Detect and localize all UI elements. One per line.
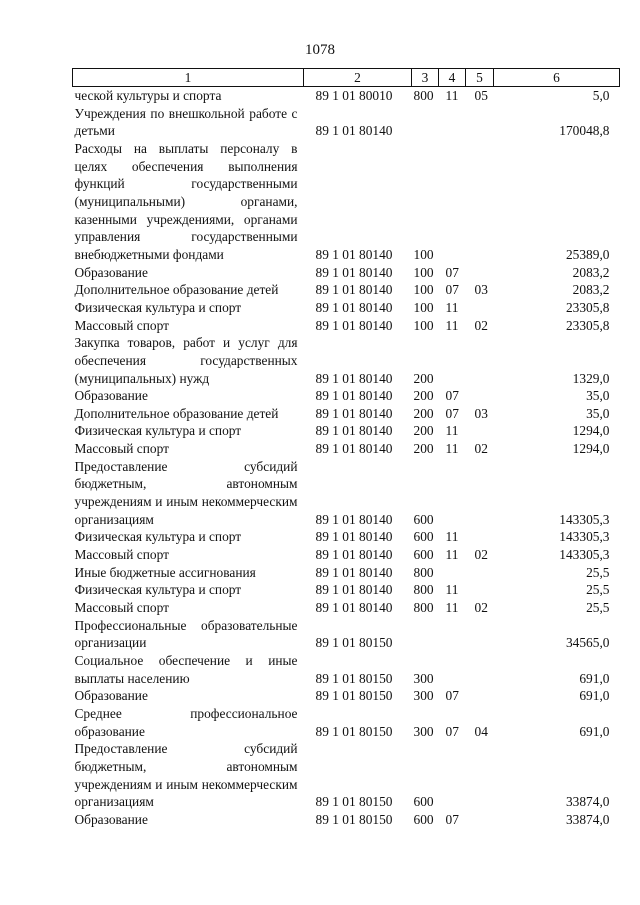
row-amount: 1294,0 (572, 441, 610, 457)
row-expense-type: 100 (413, 264, 434, 280)
row-name: Среднее профессиональное образование (74, 705, 298, 739)
row-amount: 143305,3 (559, 547, 610, 563)
row-code: 89 1 01 80140 (315, 282, 393, 298)
row-amount: 35,0 (586, 405, 610, 421)
table-row (73, 281, 620, 299)
row-name: Образование (74, 811, 148, 827)
row-code: 89 1 01 80140 (315, 264, 393, 280)
table-row (73, 405, 620, 423)
row-amount: 143305,3 (559, 529, 610, 545)
row-code: 89 1 01 80140 (315, 423, 393, 439)
row-expense-type: 200 (413, 423, 434, 439)
row-code: 89 1 01 80150 (315, 794, 393, 810)
row-name: Образование (74, 388, 148, 404)
row-subsection: 05 (474, 88, 488, 103)
row-code: 89 1 01 80140 (315, 582, 393, 598)
row-amount: 691,0 (579, 723, 610, 739)
row-subsection: 02 (474, 600, 488, 616)
row-subsection (466, 422, 494, 440)
row-section: 07 (445, 264, 459, 280)
row-subsection: 02 (474, 441, 488, 457)
row-section: 07 (445, 688, 459, 704)
row-name: Образование (74, 264, 148, 280)
row-subsection (466, 581, 494, 599)
table-body (73, 87, 620, 829)
row-expense-type: 100 (413, 317, 434, 333)
row-code: 89 1 01 80150 (315, 811, 393, 827)
row-code: 89 1 01 80140 (315, 370, 393, 386)
row-amount: 1329,0 (572, 370, 610, 386)
row-section (439, 652, 466, 687)
row-section: 11 (445, 547, 459, 563)
row-name: Физическая культура и спорт (74, 582, 242, 598)
row-subsection (466, 140, 494, 264)
row-amount: 2083,2 (572, 282, 610, 298)
table-row (73, 652, 620, 687)
row-section (439, 334, 466, 387)
row-section: 11 (445, 441, 459, 457)
header-col-4: 4 (439, 69, 466, 87)
row-section: 07 (445, 405, 459, 421)
row-name: Массовый спорт (74, 441, 169, 457)
row-expense-type: 800 (413, 600, 434, 616)
row-name: Массовый спорт (74, 600, 169, 616)
table-row (73, 264, 620, 282)
row-name: Учреждения по внешкольной работе с детьми (74, 105, 298, 139)
table-row (73, 140, 620, 264)
page-number: 1078 (305, 42, 335, 58)
row-name: ческой культуры и спорта (74, 88, 222, 103)
row-expense-type: 300 (413, 723, 434, 739)
row-amount: 34565,0 (565, 635, 610, 651)
row-section: 07 (445, 723, 459, 739)
row-code: 89 1 01 80140 (315, 405, 393, 421)
row-amount: 23305,8 (565, 299, 610, 315)
row-subsection: 02 (474, 547, 488, 563)
row-section: 07 (445, 388, 459, 404)
header-col-6: 6 (494, 69, 620, 87)
row-name: Дополнительное образование детей (74, 405, 279, 421)
row-name: Дополнительное образование детей (74, 282, 279, 298)
row-code: 89 1 01 80140 (315, 123, 393, 139)
table-row (73, 299, 620, 317)
row-subsection: 03 (474, 405, 488, 421)
row-expense-type: 800 (413, 88, 434, 103)
row-section: 11 (445, 317, 459, 333)
row-code: 89 1 01 80140 (315, 547, 393, 563)
row-code: 89 1 01 80150 (315, 635, 393, 651)
row-section: 11 (445, 423, 459, 439)
row-subsection (466, 652, 494, 687)
row-expense-type: 600 (413, 811, 434, 827)
row-section (439, 105, 466, 140)
row-section (439, 140, 466, 264)
row-expense-type: 600 (413, 529, 434, 545)
row-code: 89 1 01 80010 (315, 88, 393, 103)
row-name: Предоставление субсидий бюджетным, автономным учреждениям и иным некоммерческим организациям (74, 741, 298, 810)
table-row (73, 811, 620, 829)
row-name: Предоставление субсидий бюджетным, автономным учреждениям и иным некоммерческим организациям (74, 458, 298, 527)
row-section (439, 458, 466, 529)
table-row (73, 317, 620, 335)
row-section (439, 617, 466, 652)
row-subsection: 03 (474, 282, 488, 298)
budget-table (72, 68, 620, 829)
row-subsection (466, 740, 494, 811)
row-name: Профессиональные образовательные организации (74, 617, 298, 651)
row-expense-type: 200 (413, 370, 434, 386)
row-subsection (466, 299, 494, 317)
row-expense-type: 100 (413, 282, 434, 298)
row-code: 89 1 01 80140 (315, 600, 393, 616)
row-amount: 25,5 (586, 564, 610, 580)
row-expense-type: 600 (413, 511, 434, 527)
table-row (73, 422, 620, 440)
row-amount: 691,0 (579, 670, 610, 686)
row-name: Иные бюджетные ассигнования (74, 564, 256, 580)
row-section: 11 (445, 529, 459, 545)
row-subsection (466, 617, 494, 652)
table-row (73, 528, 620, 546)
table-row (73, 387, 620, 405)
table-row (73, 740, 620, 811)
row-section: 11 (445, 600, 459, 616)
row-expense-type: 800 (413, 564, 434, 580)
row-section: 11 (445, 582, 459, 598)
row-name: Физическая культура и спорт (74, 423, 242, 439)
row-subsection: 04 (474, 723, 488, 739)
row-amount: 143305,3 (559, 511, 610, 527)
row-section: 11 (445, 299, 459, 315)
row-section: 11 (445, 88, 459, 103)
header-col-3: 3 (412, 69, 439, 87)
row-section (439, 740, 466, 811)
row-amount: 1294,0 (572, 423, 610, 439)
row-name: Массовый спорт (74, 547, 169, 563)
table-row (73, 546, 620, 564)
table-header (73, 69, 620, 87)
row-code: 89 1 01 80140 (315, 511, 393, 527)
row-code: 89 1 01 80140 (315, 441, 393, 457)
row-expense-type: 600 (413, 794, 434, 810)
row-expense-type: 300 (413, 670, 434, 686)
row-code: 89 1 01 80150 (315, 670, 393, 686)
row-name: Социальное обеспечение и иные выплаты населению (74, 653, 298, 686)
table-row (73, 687, 620, 705)
table-row (73, 599, 620, 617)
table-row (73, 87, 620, 105)
row-name: Расходы на выплаты персоналу в целях обеспечения выполнения функций государственными (муниципальными) органами, казенными учреждениями, органами управления государственными внебюджетными фондами (74, 140, 298, 262)
row-amount: 33874,0 (565, 794, 610, 810)
row-expense-type (412, 105, 439, 140)
row-expense-type: 200 (413, 388, 434, 404)
row-amount: 170048,8 (559, 123, 610, 139)
table-row (73, 105, 620, 140)
row-amount: 25,5 (586, 582, 610, 598)
row-code: 89 1 01 80140 (315, 529, 393, 545)
row-section: 07 (445, 811, 459, 827)
row-expense-type: 800 (413, 582, 434, 598)
row-expense-type: 100 (413, 299, 434, 315)
table-row (73, 564, 620, 582)
row-code: 89 1 01 80150 (315, 723, 393, 739)
header-col-2: 2 (304, 69, 412, 87)
row-amount: 691,0 (579, 688, 610, 704)
row-subsection (466, 105, 494, 140)
row-amount: 23305,8 (565, 317, 610, 333)
row-expense-type (412, 617, 439, 652)
row-section (439, 564, 466, 582)
row-code: 89 1 01 80140 (315, 564, 393, 580)
row-amount: 35,0 (586, 388, 610, 404)
row-name: Закупка товаров, работ и услуг для обеспечения государственных (муниципальных) нужд (74, 335, 298, 386)
row-name: Физическая культура и спорт (74, 299, 242, 315)
row-expense-type: 600 (413, 547, 434, 563)
table-row (73, 705, 620, 740)
row-amount: 25389,0 (565, 246, 610, 262)
header-row (73, 69, 620, 87)
table-row (73, 334, 620, 387)
row-amount: 33874,0 (565, 811, 610, 827)
table-row (73, 458, 620, 529)
row-subsection: 02 (474, 317, 488, 333)
row-subsection (466, 264, 494, 282)
row-expense-type: 300 (413, 688, 434, 704)
row-name: Физическая культура и спорт (74, 529, 242, 545)
table-row (73, 581, 620, 599)
row-code: 89 1 01 80140 (315, 299, 393, 315)
row-section: 07 (445, 282, 459, 298)
row-subsection (466, 564, 494, 582)
row-amount: 5,0 (592, 88, 610, 103)
row-amount: 2083,2 (572, 264, 610, 280)
row-expense-type: 200 (413, 441, 434, 457)
row-code: 89 1 01 80150 (315, 688, 393, 704)
row-name: Массовый спорт (74, 317, 169, 333)
row-subsection (466, 458, 494, 529)
row-code: 89 1 01 80140 (315, 388, 393, 404)
table-row (73, 440, 620, 458)
row-amount: 25,5 (586, 600, 610, 616)
row-subsection (466, 687, 494, 705)
row-code: 89 1 01 80140 (315, 246, 393, 262)
table-row (73, 617, 620, 652)
header-col-5: 5 (466, 69, 494, 87)
header-col-1: 1 (73, 69, 304, 87)
row-expense-type: 100 (413, 246, 434, 262)
row-code: 89 1 01 80140 (315, 317, 393, 333)
row-subsection (466, 811, 494, 829)
row-subsection (466, 387, 494, 405)
row-expense-type: 200 (413, 405, 434, 421)
row-name: Образование (74, 688, 148, 704)
row-subsection (466, 528, 494, 546)
row-subsection (466, 334, 494, 387)
